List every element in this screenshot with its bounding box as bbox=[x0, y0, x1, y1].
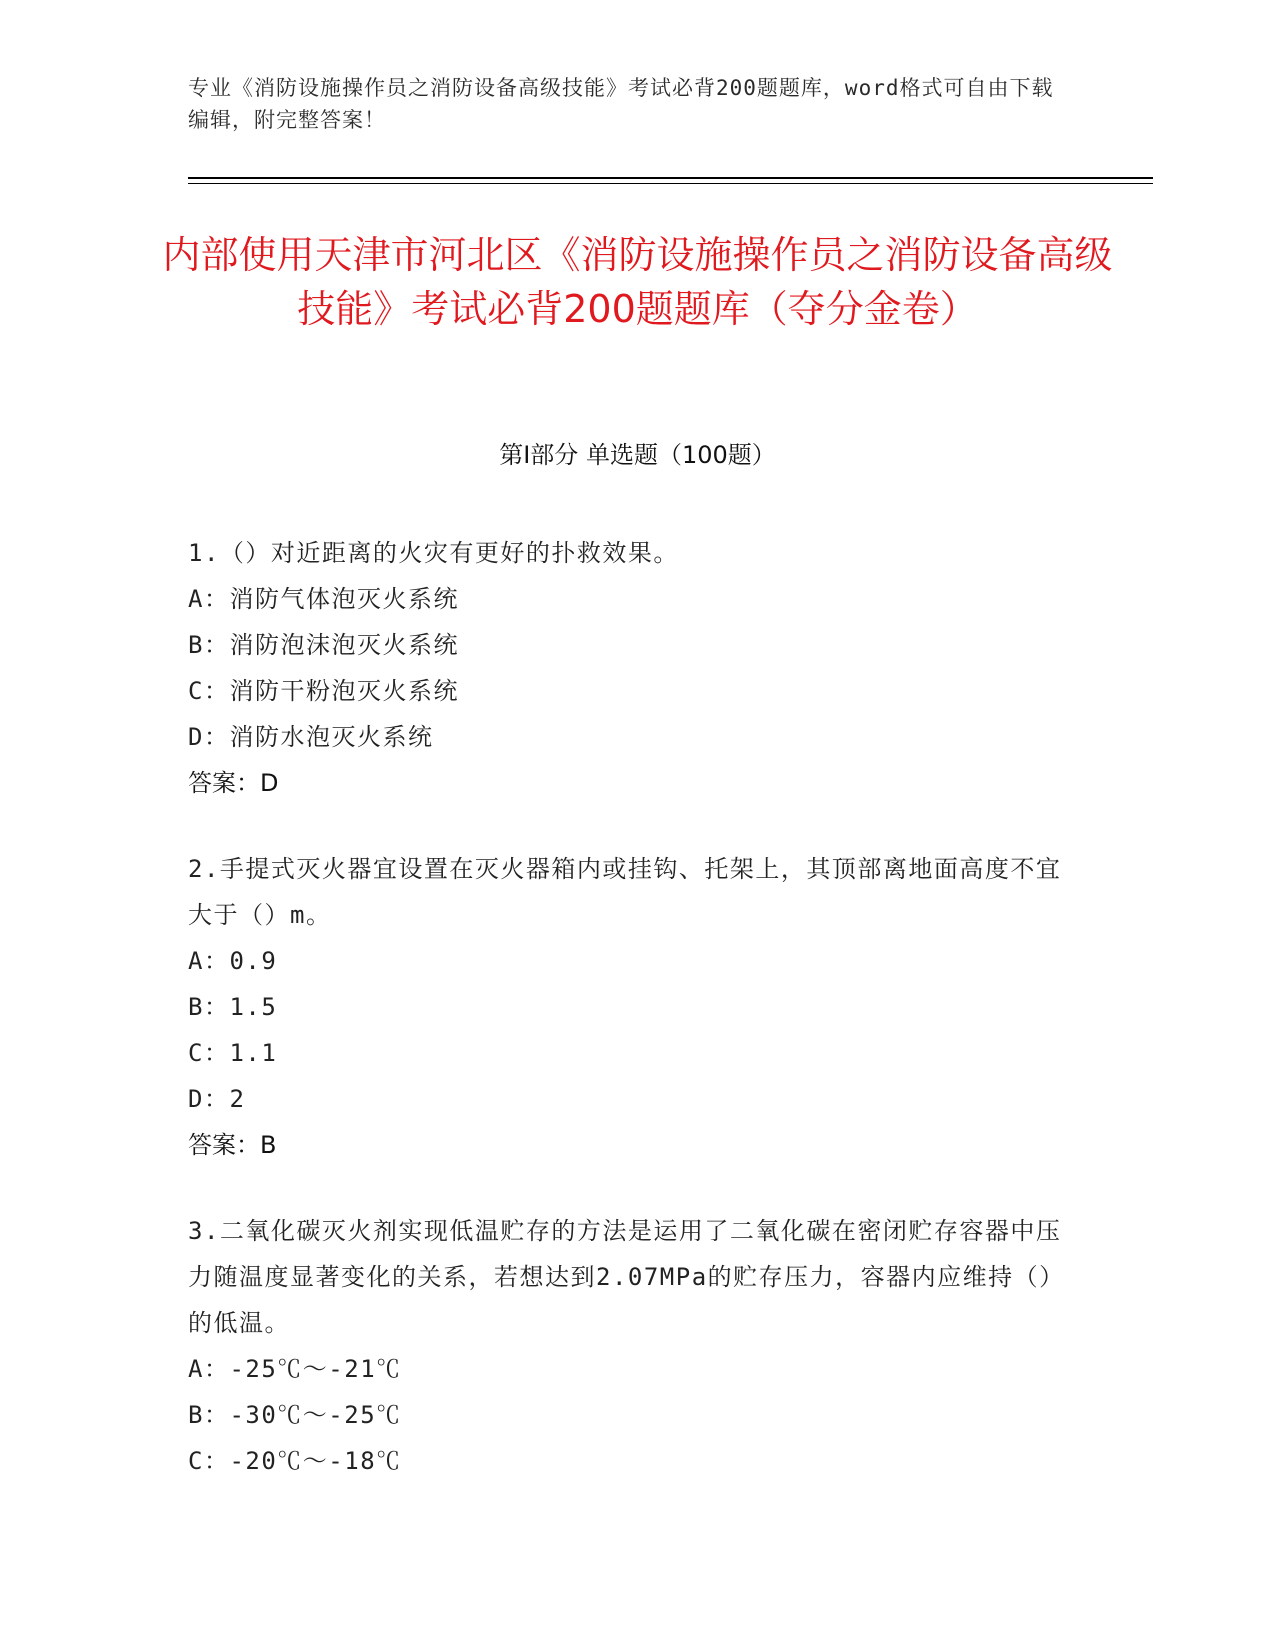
option-b: B：消防泡沫泡灭火系统 bbox=[188, 631, 459, 659]
option-c: C：-20℃～-18℃ bbox=[188, 1447, 402, 1475]
option-a: A：-25℃～-21℃ bbox=[188, 1355, 402, 1383]
option-a: A：消防气体泡灭火系统 bbox=[188, 585, 459, 613]
question-2 bbox=[188, 846, 1068, 1168]
option-a: A：0.9 bbox=[188, 947, 278, 975]
question-list bbox=[188, 530, 1068, 1524]
question-stem: 1.（）对近距离的火灾有更好的扑救效果。 bbox=[188, 539, 679, 567]
document-title: 内部使用天津市河北区《消防设施操作员之消防设备高级技能》考试必背200题题库（夺分金卷） bbox=[162, 233, 1113, 331]
intro-text: 专业《消防设施操作员之消防设备高级技能》考试必背200题题库，word格式可自由下载编辑，附完整答案！ bbox=[188, 76, 1054, 132]
section-heading: 第Ⅰ部分 单选题（100题） bbox=[499, 441, 776, 469]
answer-line: 答案：B bbox=[188, 1131, 277, 1159]
question-stem: 2.手提式灭火器宜设置在灭火器箱内或挂钩、托架上，其顶部离地面高度不宜大于（）m。 bbox=[188, 855, 1062, 929]
option-c: C：1.1 bbox=[188, 1039, 278, 1067]
question-1 bbox=[188, 530, 1068, 806]
header-divider-thick bbox=[188, 177, 1153, 179]
option-d: D：2 bbox=[188, 1085, 246, 1113]
option-b: B：1.5 bbox=[188, 993, 278, 1021]
option-d: D：消防水泡灭火系统 bbox=[188, 723, 434, 751]
option-c: C：消防干粉泡灭火系统 bbox=[188, 677, 459, 705]
question-3 bbox=[188, 1208, 1068, 1484]
question-stem: 3.二氧化碳灭火剂实现低温贮存的方法是运用了二氧化碳在密闭贮存容器中压力随温度显著变化的关系，若想达到2.07MPa的贮存压力，容器内应维持（）的低温。 bbox=[188, 1217, 1065, 1337]
option-b: B：-30℃～-25℃ bbox=[188, 1401, 402, 1429]
header-divider-thin bbox=[188, 183, 1153, 184]
answer-line: 答案：D bbox=[188, 769, 279, 797]
